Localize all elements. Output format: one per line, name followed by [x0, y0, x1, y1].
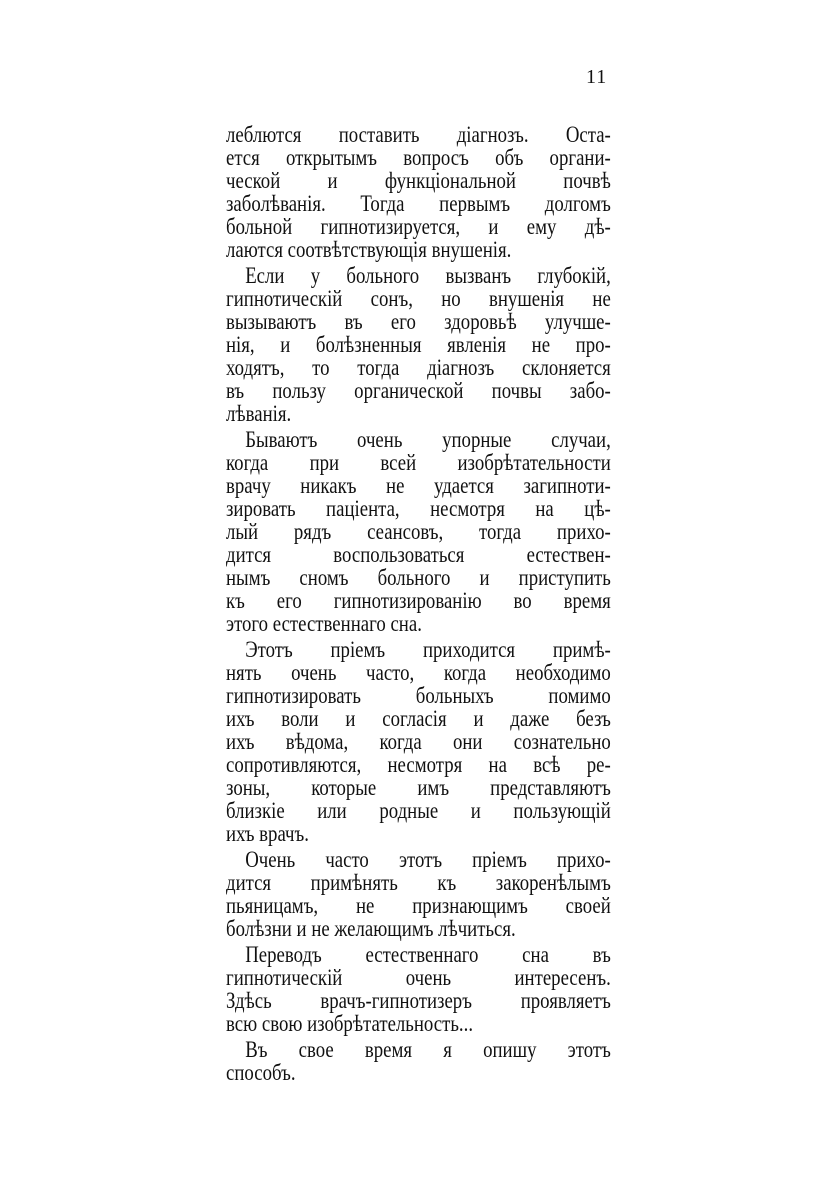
text-line: Переводъ естественнаго сна въ [245, 942, 611, 968]
text-line: гипнотическій очень интересенъ. [226, 965, 611, 991]
text-line: нять очень часто, когда необходимо [226, 660, 611, 686]
text-line: ихъ воли и согласія и даже безъ [226, 706, 611, 732]
text-line: леблются поставить діагнозъ. Оста- [226, 122, 611, 148]
text-line: заболѣванія. Тогда первымъ долгомъ [226, 191, 611, 217]
text-line: гипнотизировать больныхъ помимо [226, 683, 611, 709]
page-number: 11 [586, 66, 608, 88]
text-line: лѣванія. [226, 401, 292, 427]
text-line: лаются соотвѣтствующія внушенія. [226, 237, 512, 263]
text-line: нымъ сномъ больного и приступить [226, 565, 611, 591]
text-line: зировать паціента, несмотря на цѣ- [226, 496, 611, 522]
text-line: зоны, которые имъ представляютъ [226, 775, 611, 801]
text-line: Въ свое время я опишу этотъ [245, 1037, 611, 1063]
text-line: къ его гипнотизированію во время [226, 588, 611, 614]
text-line: ется открытымъ вопросъ объ органи- [226, 145, 611, 171]
body-text [226, 124, 611, 1088]
text-line: больной гипнотизируется, и ему дѣ- [226, 214, 611, 240]
text-line: врачу никакъ не удается загипноти- [226, 473, 611, 499]
text-line: болѣзни и не желающимъ лѣчиться. [226, 916, 516, 942]
text-line: нія, и болѣзненныя явленія не про- [226, 332, 611, 358]
text-line: Бываютъ очень упорные случаи, [245, 427, 611, 453]
text-line: въ пользу органической почвы забо- [226, 378, 611, 404]
paragraph-1 [226, 124, 611, 262]
paragraph-4 [226, 639, 611, 846]
text-line: Здѣсь врачъ-гипнотизеръ проявляетъ [226, 988, 611, 1014]
text-line: ихъ врачъ. [226, 821, 309, 847]
paragraph-2 [226, 265, 611, 426]
text-line: близкіе или родные и пользующій [226, 798, 611, 824]
text-line: ческой и функціональной почвѣ [226, 168, 611, 194]
text-line: этого естественнаго сна. [226, 611, 422, 637]
text-line: дится примѣнять къ закоренѣлымъ [226, 870, 611, 896]
text-line: ихъ вѣдома, когда они сознательно [226, 729, 611, 755]
paragraph-6 [226, 944, 611, 1036]
text-line: гипнотическій сонъ, но внушенія не [226, 286, 611, 312]
text-line: когда при всей изобрѣтательности [226, 450, 611, 476]
text-line: Этотъ пріемъ приходится примѣ- [245, 637, 611, 663]
text-line: Если у больного вызванъ глубокій, [245, 263, 611, 289]
text-line: способъ. [226, 1060, 296, 1086]
text-line: вызываютъ въ его здоровьѣ улучше- [226, 309, 611, 335]
text-line: всю свою изобрѣтательность... [226, 1011, 474, 1037]
text-line: сопротивляются, несмотря на всѣ ре- [226, 752, 611, 778]
text-line: дится воспользоваться естествен- [226, 542, 611, 568]
text-line: лый рядъ сеансовъ, тогда прихо- [226, 519, 611, 545]
paragraph-5 [226, 849, 611, 941]
paragraph-3 [226, 429, 611, 636]
text-line: ходятъ, то тогда діагнозъ склоняется [226, 355, 611, 381]
text-line: пьяницамъ, не признающимъ своей [226, 893, 611, 919]
paragraph-7 [226, 1039, 611, 1085]
text-line: Очень часто этотъ пріемъ прихо- [245, 847, 611, 873]
